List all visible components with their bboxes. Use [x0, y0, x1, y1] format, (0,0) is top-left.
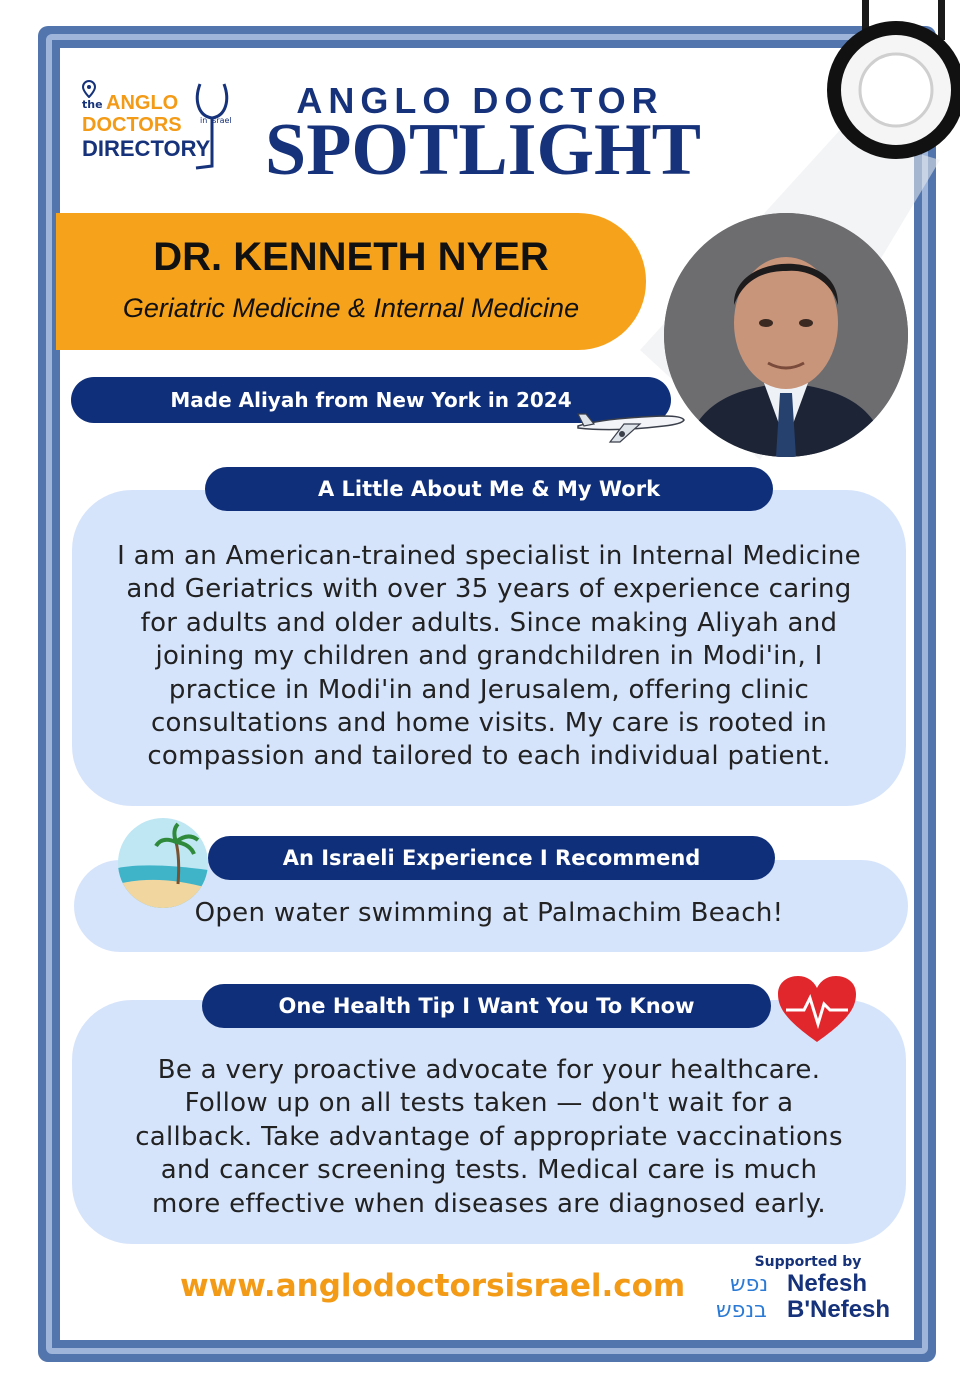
title-anglo-doctor: ANGLO DOCTOR [296, 80, 664, 121]
logo-doctors: DOCTORS [82, 114, 182, 136]
website-url[interactable]: www.anglodoctorsisrael.com [180, 1268, 686, 1304]
doctor-photo [664, 213, 908, 457]
logo-anglo: ANGLO [106, 92, 179, 114]
about-line: I am an American-trained specialist in Internal Medicine [117, 541, 861, 571]
about-line: practice in Modi'in and Jerusalem, offering clinic [168, 674, 810, 705]
experience-text: Open water swimming at Palmachim Beach! [194, 898, 784, 928]
doctor-name: DR. KENNETH NYER [153, 235, 549, 279]
sponsor-name-line1: Nefesh [787, 1270, 868, 1297]
supported-by-label: Supported by [754, 1254, 862, 1270]
tip-line: Be a very proactive advocate for your healthcare. [157, 1055, 821, 1085]
beach-icon [118, 818, 208, 908]
tip-line: callback. Take advantage of appropriate vaccinations [135, 1121, 843, 1152]
tip-heading: One Health Tip I Want You To Know [202, 984, 771, 1028]
about-text [86, 540, 892, 774]
tip-line: Follow up on all tests taken — don't wait for a [184, 1088, 794, 1119]
tip-text [86, 1054, 892, 1221]
about-line: joining my children and grandchildren in Modi'in, I [155, 641, 823, 672]
aliyah-badge: Made Aliyah from New York in 2024 [71, 377, 671, 423]
anglo-doctors-logo [80, 80, 240, 180]
sponsor-hebrew-2: בנפש [716, 1298, 767, 1323]
doctor-name-banner [56, 213, 646, 350]
title-spotlight: SPOTLIGHT [265, 109, 701, 191]
sponsor-name-line2: B'Nefesh [787, 1296, 891, 1323]
experience-heading: An Israeli Experience I Recommend [208, 836, 775, 880]
about-line: and Geriatrics with over 35 years of experience caring [126, 574, 852, 605]
tip-line: and cancer screening tests. Medical care is much [160, 1155, 818, 1186]
heartbeat-icon [776, 974, 858, 1044]
about-line: compassion and tailored to each individual patient. [147, 741, 831, 772]
logo-directory: DIRECTORY [82, 136, 211, 161]
spotlight-lamp-icon [810, 0, 960, 170]
stethoscope-icon [190, 80, 240, 176]
airplane-icon [574, 396, 686, 446]
about-line: for adults and older adults. Since making Aliyah and [140, 607, 838, 638]
sponsor-hebrew-1: נפש [730, 1272, 769, 1297]
logo-the: the [82, 98, 103, 111]
about-line: consultations and home visits. My care is rooted in [150, 708, 828, 739]
about-heading: A Little About Me & My Work [205, 467, 773, 511]
map-pin-icon [82, 80, 96, 98]
tip-line: more effective when diseases are diagnosed early. [152, 1188, 826, 1219]
logo-in-israel: in Israel [200, 116, 232, 125]
doctor-specialty: Geriatric Medicine & Internal Medicine [122, 293, 580, 323]
